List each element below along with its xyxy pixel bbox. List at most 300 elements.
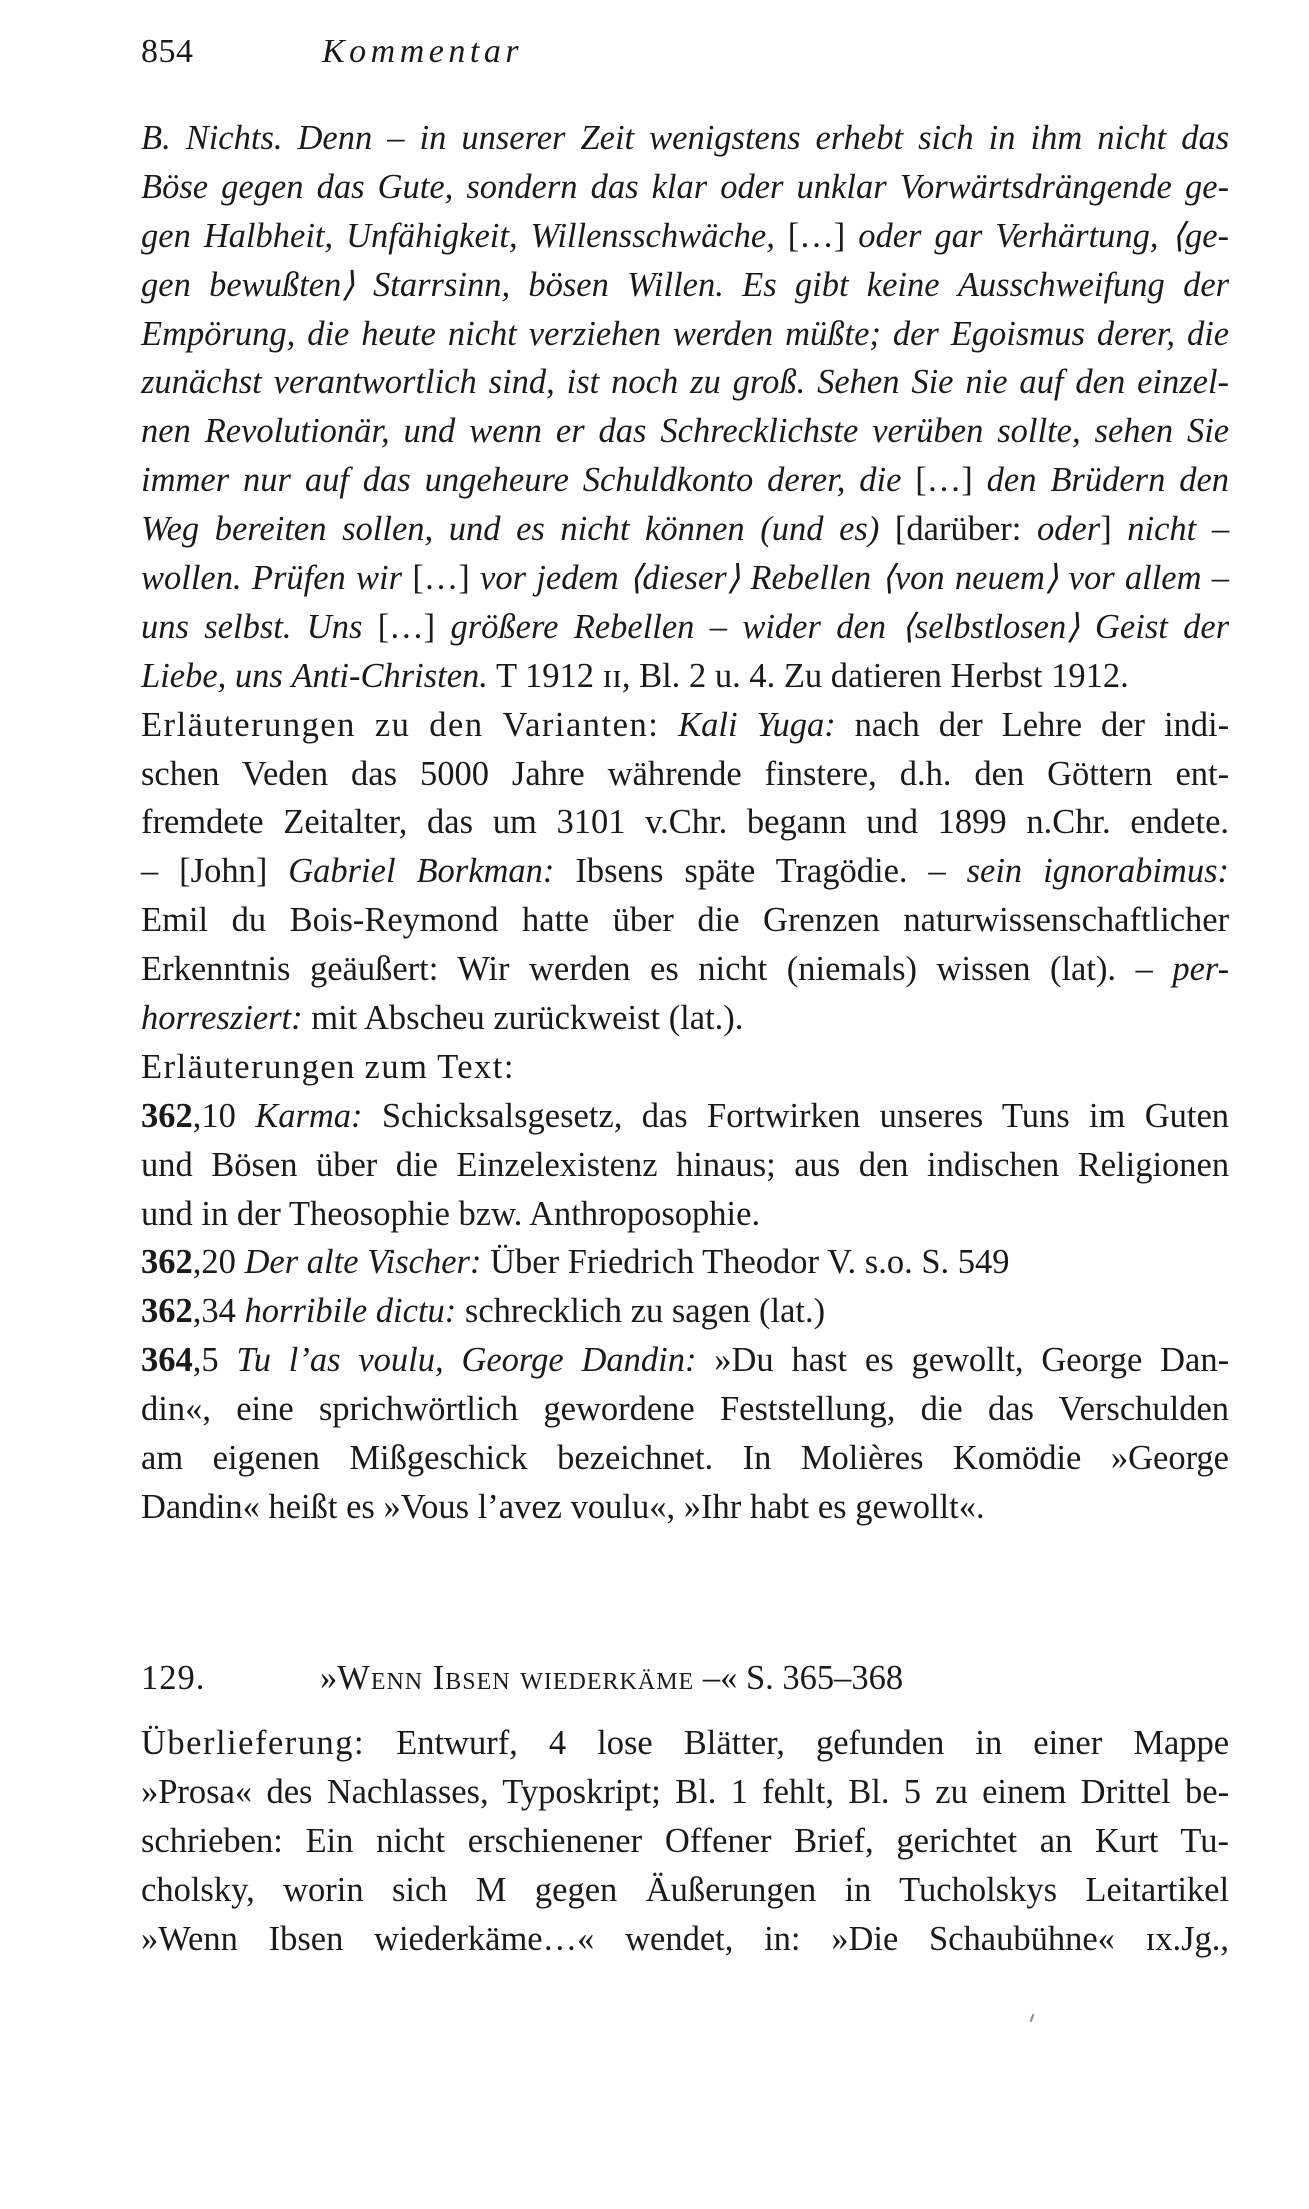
text-run: den bbox=[858, 1145, 909, 1184]
text-line bbox=[141, 505, 1229, 554]
text-run: cholsky, bbox=[141, 1870, 255, 1909]
text-run: Guten bbox=[1144, 1096, 1230, 1135]
text-run: din«, bbox=[141, 1390, 211, 1429]
text-run: größere bbox=[450, 607, 559, 646]
text-line bbox=[141, 261, 1229, 310]
text-run: ⟨von bbox=[881, 559, 945, 598]
text-run: uns bbox=[234, 656, 283, 695]
text-run: die bbox=[395, 1145, 438, 1184]
text-run: über bbox=[315, 1145, 378, 1184]
text-run: Drittel bbox=[1080, 1772, 1171, 1811]
text-run: Nichts. bbox=[185, 119, 283, 157]
text-run: er bbox=[555, 412, 585, 451]
text-run: – bbox=[709, 607, 727, 646]
text-run: Herbst bbox=[950, 656, 1043, 695]
page-number: 854 bbox=[141, 33, 194, 70]
text-run: In bbox=[742, 1439, 772, 1478]
text-run: B. bbox=[141, 119, 171, 157]
text-run: Borkman: bbox=[416, 852, 555, 891]
text-run: das bbox=[590, 167, 639, 206]
text-run: Geist bbox=[1095, 607, 1168, 646]
text-run: Der bbox=[244, 1243, 299, 1282]
text-run: Kali bbox=[678, 705, 738, 744]
text-run: werden bbox=[672, 314, 774, 353]
text-run: oder bbox=[858, 216, 922, 255]
text-run: 5 bbox=[903, 1772, 921, 1811]
text-run: Brüdern bbox=[1050, 461, 1166, 500]
text-run: zu bbox=[374, 705, 411, 744]
text-run: in bbox=[201, 1194, 229, 1233]
text-run: Schaubühne« bbox=[929, 1919, 1115, 1958]
text-run: Grenzen bbox=[763, 901, 880, 940]
text-line bbox=[141, 1336, 1229, 1385]
text-line bbox=[141, 554, 1229, 603]
text-run: V. bbox=[827, 1243, 857, 1282]
text-run: Bl. bbox=[639, 656, 681, 695]
text-run: […] bbox=[412, 559, 470, 598]
text-run: Verhärtung, bbox=[995, 216, 1159, 255]
text-run: es bbox=[864, 1341, 894, 1380]
text-run: T bbox=[495, 656, 517, 695]
text-run: in bbox=[419, 119, 447, 157]
text-run: Prüfen bbox=[251, 559, 346, 598]
text-run: sondern bbox=[466, 167, 578, 206]
text-run: Es bbox=[742, 265, 777, 304]
text-run: keine bbox=[866, 265, 940, 304]
text-run: Erkenntnis bbox=[141, 950, 291, 989]
text-run: bewußten⟩ bbox=[209, 265, 355, 304]
text-run: können bbox=[645, 510, 745, 549]
text-run: Komödie bbox=[952, 1439, 1082, 1478]
text-run: uns bbox=[141, 607, 189, 646]
text-run: Starrsinn, bbox=[373, 265, 511, 304]
text-run: über bbox=[612, 901, 674, 940]
text-run: Revolutionär, bbox=[204, 412, 390, 451]
text-run: horresziert: bbox=[141, 999, 303, 1038]
text-run: »Ihr bbox=[683, 1487, 742, 1526]
text-run: […] bbox=[377, 607, 436, 646]
text-run: (lat.). bbox=[668, 999, 744, 1038]
text-run: hinaus; bbox=[676, 1145, 776, 1184]
text-line bbox=[141, 847, 1229, 896]
commentary-128-body bbox=[141, 114, 1229, 1532]
text-run: Gute, bbox=[377, 167, 454, 206]
text-run: Emil bbox=[141, 901, 209, 940]
text-run: bezeichnet. bbox=[557, 1439, 714, 1478]
text-run: Molières bbox=[800, 1439, 924, 1478]
text-run: 3101 bbox=[556, 803, 626, 842]
text-run: immer bbox=[141, 461, 230, 500]
text-run: George bbox=[461, 1341, 564, 1380]
text-run: begann bbox=[746, 803, 847, 842]
text-run: sollte, bbox=[997, 412, 1081, 451]
text-run: und bbox=[141, 1194, 193, 1233]
text-run: (lat). bbox=[1049, 950, 1117, 989]
text-line bbox=[141, 310, 1229, 359]
text-run: endete. bbox=[1130, 803, 1230, 842]
text-run: wir bbox=[356, 559, 403, 598]
text-run: einem bbox=[982, 1772, 1067, 1811]
text-run: unseres bbox=[879, 1096, 984, 1135]
text-run: ignorabimus: bbox=[1043, 852, 1229, 891]
text-run: nicht bbox=[1127, 510, 1197, 549]
text-run: gar bbox=[934, 216, 983, 255]
text-run: den bbox=[836, 607, 887, 646]
text-run: ɪɪ, bbox=[602, 656, 631, 695]
text-run: zu bbox=[935, 1772, 968, 1811]
text-run: dictu: bbox=[375, 1292, 457, 1331]
text-run: Bois-Reymond bbox=[289, 901, 499, 940]
text-run: per- bbox=[1172, 950, 1230, 989]
text-run: derer, bbox=[1096, 314, 1176, 353]
text-run: gegen bbox=[534, 1870, 618, 1909]
text-run: Überlieferung: bbox=[141, 1724, 366, 1762]
text-run: ,20 bbox=[192, 1243, 236, 1282]
text-run: »Wenn bbox=[141, 1919, 238, 1958]
text-run: Böse bbox=[141, 167, 209, 206]
text-run: erhebt bbox=[815, 119, 904, 157]
text-run: jedem bbox=[536, 559, 619, 598]
text-run: die bbox=[920, 1390, 963, 1429]
text-run: erschienener bbox=[467, 1821, 643, 1860]
text-run: heißt bbox=[268, 1487, 338, 1526]
text-line bbox=[141, 603, 1229, 652]
text-run: aus bbox=[794, 1145, 841, 1184]
text-run: mit bbox=[311, 999, 358, 1038]
text-run: horribile bbox=[244, 1292, 368, 1331]
text-run: l’as bbox=[288, 1341, 341, 1380]
text-run: Egoismus bbox=[950, 314, 1085, 353]
text-run: den bbox=[429, 705, 484, 744]
text-line bbox=[141, 1287, 1229, 1336]
text-run: 1 bbox=[730, 1772, 748, 1811]
text-run: es bbox=[650, 950, 679, 989]
text-run: Vischer: bbox=[367, 1243, 482, 1282]
text-run: 4 bbox=[548, 1724, 567, 1762]
text-run: zunächst bbox=[141, 363, 262, 402]
text-line bbox=[141, 1434, 1229, 1483]
text-line bbox=[141, 994, 1229, 1043]
text-run: hast bbox=[791, 1341, 848, 1380]
text-run: Brief, bbox=[794, 1821, 874, 1860]
text-run: Vorwärtsdrängende bbox=[899, 167, 1172, 206]
text-run: du bbox=[231, 901, 267, 940]
text-run: sagen bbox=[671, 1292, 751, 1331]
text-run: sein bbox=[966, 852, 1023, 891]
text-run: am bbox=[141, 1439, 184, 1478]
text-run: Typoskript; bbox=[502, 1772, 661, 1811]
text-run: Kurt bbox=[1095, 1821, 1159, 1860]
text-run: Ibsens bbox=[575, 852, 664, 891]
text-run: d.h. bbox=[899, 754, 952, 793]
text-run: [darüber: bbox=[894, 510, 1022, 549]
quote-open: » bbox=[320, 1659, 338, 1697]
text-run: Rebellen bbox=[573, 607, 695, 646]
text-run: fremdete bbox=[141, 803, 264, 842]
text-run: Tragödie. bbox=[775, 852, 908, 891]
text-run: vor bbox=[480, 559, 527, 598]
text-line bbox=[141, 798, 1229, 847]
text-line bbox=[141, 750, 1229, 799]
text-run: datieren bbox=[830, 656, 942, 695]
text-line bbox=[141, 652, 1229, 701]
text-line bbox=[141, 114, 1229, 163]
text-run: bösen bbox=[528, 265, 609, 304]
text-run: v.Chr. bbox=[645, 803, 728, 842]
text-run: es bbox=[346, 1487, 375, 1526]
text-run: wendet, bbox=[625, 1919, 734, 1958]
text-run: ⟨dieser⟩ bbox=[628, 559, 741, 598]
text-run: in bbox=[988, 119, 1016, 157]
text-run: ge- bbox=[1184, 167, 1229, 206]
text-run: 364 bbox=[141, 1341, 193, 1380]
text-run: währende bbox=[607, 754, 742, 793]
text-run: oder bbox=[1036, 510, 1101, 549]
text-run: sehen bbox=[1094, 412, 1174, 451]
text-run: die bbox=[859, 461, 902, 500]
text-run: müßte; bbox=[785, 314, 881, 353]
text-run: verantwortlich bbox=[273, 363, 477, 402]
text-run: Ibsen bbox=[268, 1919, 344, 1958]
text-line bbox=[141, 1817, 1229, 1866]
text-line bbox=[141, 163, 1229, 212]
text-run: gewordene bbox=[543, 1390, 695, 1429]
text-run: voulu«, bbox=[570, 1487, 676, 1526]
text-run: Einzelexistenz bbox=[456, 1145, 658, 1184]
text-run: 1912. bbox=[1051, 656, 1129, 695]
text-run: Offener bbox=[664, 1821, 772, 1860]
text-run: alte bbox=[306, 1243, 359, 1282]
text-run: der bbox=[892, 314, 939, 353]
text-run: es bbox=[516, 510, 545, 549]
text-run: verüben bbox=[872, 412, 984, 451]
running-head-title: Kommentar bbox=[322, 33, 524, 70]
text-line bbox=[141, 1190, 1229, 1239]
text-run: nicht bbox=[1097, 119, 1167, 157]
text-run: worin bbox=[283, 1870, 364, 1909]
text-run: Tuns bbox=[1001, 1096, 1070, 1135]
text-run: M bbox=[475, 1870, 507, 1909]
text-run: Zu bbox=[783, 656, 823, 695]
text-run: »Prosa« bbox=[141, 1772, 253, 1811]
text-run: 1899 bbox=[937, 803, 1007, 842]
text-run: 5000 bbox=[419, 754, 489, 793]
text-run: und bbox=[141, 1145, 193, 1184]
text-run: »Vous bbox=[383, 1487, 470, 1526]
text-run: nur bbox=[243, 461, 291, 500]
text-run: die bbox=[697, 901, 740, 940]
text-run: […] bbox=[915, 461, 973, 500]
text-run: (niemals) bbox=[786, 950, 918, 989]
text-run: gibt bbox=[794, 265, 849, 304]
text-run: indi- bbox=[1163, 705, 1230, 744]
text-run: verziehen bbox=[528, 314, 661, 353]
text-run: ent- bbox=[1175, 754, 1230, 793]
text-run: gegen bbox=[221, 167, 304, 206]
text-run: »Du bbox=[714, 1341, 774, 1380]
text-run: unklar bbox=[796, 167, 887, 206]
text-run: Abscheu bbox=[364, 999, 485, 1038]
text-run: ,10 bbox=[192, 1096, 236, 1135]
text-run: der bbox=[1100, 705, 1146, 744]
text-run: Dan- bbox=[1160, 1341, 1230, 1380]
text-line bbox=[141, 212, 1229, 261]
text-run: allem bbox=[1124, 559, 1202, 598]
text-line bbox=[141, 1043, 1229, 1092]
text-line bbox=[141, 896, 1229, 945]
text-run: werden bbox=[528, 950, 631, 989]
text-run: Weg bbox=[141, 510, 200, 549]
text-run: Theodor bbox=[702, 1243, 820, 1282]
text-line bbox=[141, 701, 1229, 750]
text-run: sich bbox=[391, 1870, 448, 1909]
text-run: Nachlasses, bbox=[326, 1772, 489, 1811]
text-run: in: bbox=[764, 1919, 801, 1958]
text-run: der bbox=[938, 705, 983, 744]
text-run: Theosophie bbox=[288, 1194, 450, 1233]
text-run: der bbox=[1183, 265, 1230, 304]
text-run: gen bbox=[141, 265, 191, 304]
text-run: Anthroposophie. bbox=[529, 1194, 761, 1233]
text-line bbox=[141, 1866, 1229, 1915]
text-run: an bbox=[1039, 1821, 1073, 1860]
text-run: das bbox=[987, 1390, 1034, 1429]
entry-page-range: S. 365–368 bbox=[745, 1659, 904, 1697]
text-run: das bbox=[1181, 119, 1230, 157]
text-line bbox=[141, 407, 1229, 456]
text-run: sollen, bbox=[342, 510, 434, 549]
text-run: in bbox=[975, 1724, 1003, 1762]
text-run: s.o. bbox=[864, 1243, 913, 1282]
text-run: Uns bbox=[306, 607, 363, 646]
text-run: Tucholskys bbox=[899, 1870, 1058, 1909]
text-run: das bbox=[316, 167, 365, 206]
text-run: zu bbox=[690, 363, 721, 402]
text-run: Religionen bbox=[1077, 1145, 1230, 1184]
text-run: Unfähigkeit, bbox=[346, 216, 518, 255]
text-line bbox=[141, 1768, 1229, 1817]
text-run: l’avez bbox=[477, 1487, 562, 1526]
text-run: Mißgeschick bbox=[349, 1439, 528, 1478]
text-run: 362 bbox=[141, 1096, 193, 1135]
text-run: Feststellung, bbox=[719, 1390, 896, 1429]
text-run: Willen. bbox=[627, 265, 724, 304]
text-run: neuem⟩ bbox=[954, 559, 1059, 598]
text-run: voulu, bbox=[358, 1341, 444, 1380]
text-run: ihm bbox=[1030, 119, 1083, 157]
text-run: Blätter, bbox=[683, 1724, 785, 1762]
text-run: derer, bbox=[767, 461, 846, 500]
text-run: noch bbox=[611, 363, 679, 402]
text-run: klar bbox=[651, 167, 708, 206]
text-run: der bbox=[1183, 607, 1230, 646]
text-run: um bbox=[492, 803, 537, 842]
text-run: 549 bbox=[957, 1243, 1010, 1282]
text-run: 362 bbox=[141, 1292, 193, 1331]
text-run: 1912 bbox=[525, 656, 595, 695]
text-run: n.Chr. bbox=[1026, 803, 1111, 842]
text-run: Willensschwäche, bbox=[530, 216, 775, 255]
text-run: – bbox=[928, 852, 946, 891]
text-run: Ein bbox=[305, 1821, 354, 1860]
text-run: S. bbox=[921, 1243, 950, 1282]
text-run: Liebe, bbox=[141, 656, 227, 695]
text-run: gerichtet bbox=[896, 1821, 1018, 1860]
text-run: Rebellen bbox=[750, 559, 872, 598]
text-line bbox=[141, 1092, 1229, 1141]
text-run: Zeitalter, bbox=[283, 803, 408, 842]
text-run: 362 bbox=[141, 1243, 193, 1282]
text-run: wiederkäme…« bbox=[374, 1919, 595, 1958]
text-run: den bbox=[1075, 363, 1126, 402]
text-run: des bbox=[266, 1772, 313, 1811]
text-run: Jahre bbox=[511, 754, 585, 793]
text-run: den bbox=[974, 754, 1025, 793]
text-run: auf bbox=[1019, 363, 1064, 402]
text-run: eigenen bbox=[212, 1439, 320, 1478]
text-run: nen bbox=[141, 412, 191, 451]
text-run: es bbox=[817, 1487, 847, 1526]
text-run: – bbox=[1135, 950, 1153, 989]
text-run: und bbox=[448, 510, 501, 549]
text-run: Erläuterungen bbox=[141, 1047, 356, 1086]
text-run: gewollt«. bbox=[855, 1487, 985, 1526]
text-run: und bbox=[403, 412, 456, 451]
text-run: Wir bbox=[457, 950, 510, 989]
text-run: – bbox=[141, 852, 159, 891]
text-run: schrieben: bbox=[141, 1821, 283, 1860]
text-run: Varianten: bbox=[502, 705, 660, 744]
text-line bbox=[141, 1141, 1229, 1190]
text-run: gen bbox=[141, 216, 191, 255]
text-run: eine bbox=[236, 1390, 294, 1429]
text-run: vor bbox=[1068, 559, 1115, 598]
entry-title-text: Wenn Ibsen wiederkäme bbox=[337, 1659, 695, 1697]
text-run: schrecklich bbox=[464, 1292, 622, 1331]
text-run: Tu- bbox=[1180, 1821, 1229, 1860]
text-run: und bbox=[866, 803, 918, 842]
text-run: Denn bbox=[297, 119, 373, 157]
text-run: Anti-Christen. bbox=[291, 656, 488, 695]
text-run: nicht bbox=[698, 950, 768, 989]
text-run: ,34 bbox=[192, 1292, 236, 1331]
text-run: Dandin« bbox=[141, 1487, 260, 1526]
text-run: Äußerungen bbox=[645, 1870, 817, 1909]
text-run: Bl. bbox=[675, 1772, 717, 1811]
text-line bbox=[141, 1483, 1229, 1532]
text-run: ⟨ge- bbox=[1171, 216, 1229, 255]
text-run: sprichwörtlich bbox=[318, 1390, 519, 1429]
text-run: 4. bbox=[749, 656, 776, 695]
scan-speck bbox=[1030, 2014, 1035, 2022]
text-run: den bbox=[1179, 461, 1230, 500]
text-line bbox=[141, 1915, 1229, 1964]
text-run: wollen. bbox=[141, 559, 242, 598]
text-run: das bbox=[351, 754, 398, 793]
text-run: (und bbox=[760, 510, 824, 549]
text-run: Text: bbox=[437, 1047, 515, 1086]
text-run: gewollt, bbox=[911, 1341, 1024, 1380]
text-run: nach bbox=[854, 705, 920, 744]
text-run: späte bbox=[684, 852, 756, 891]
text-run: das bbox=[362, 461, 411, 500]
text-run: nicht bbox=[376, 1821, 446, 1860]
text-run: groß. bbox=[732, 363, 806, 402]
running-head bbox=[141, 28, 1231, 76]
text-line bbox=[141, 456, 1229, 505]
text-run: wider bbox=[742, 607, 821, 646]
text-run: einer bbox=[1033, 1724, 1103, 1762]
